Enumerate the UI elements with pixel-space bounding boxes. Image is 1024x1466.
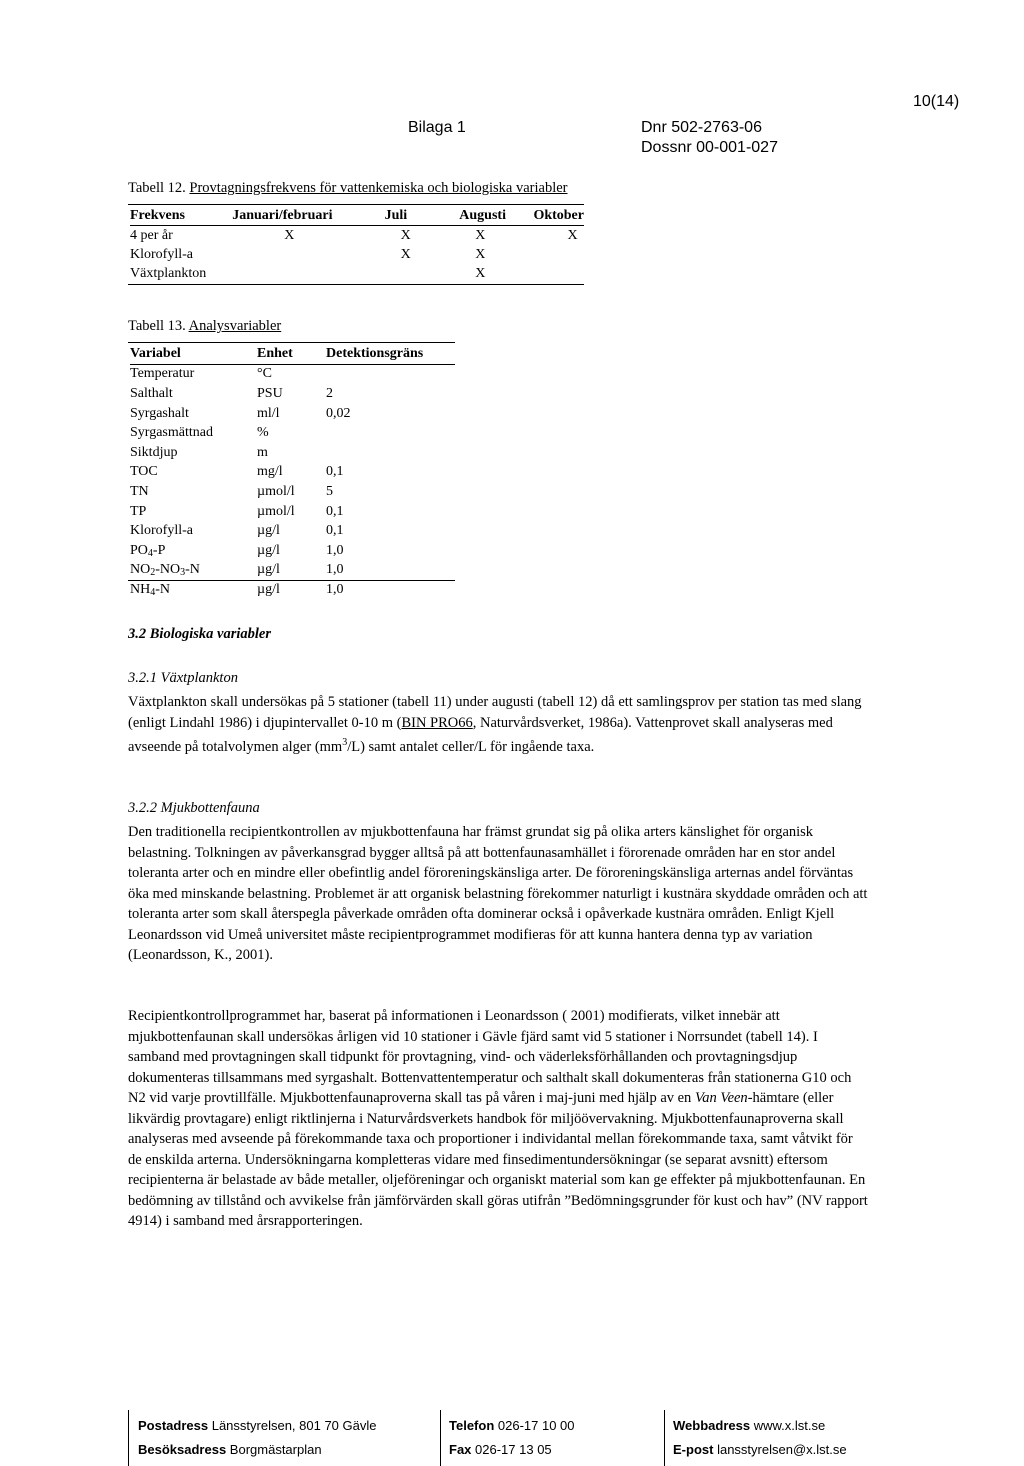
footer-value: 026-17 10 00	[497, 1418, 575, 1433]
footer-fax	[449, 1442, 552, 1457]
table12-col-header: Augusti	[459, 207, 506, 223]
annex-label: Bilaga 1	[408, 119, 466, 136]
table13-caption-text: Analysvariabler	[188, 318, 282, 334]
table-cell: PSU	[257, 385, 283, 401]
table13-header-row	[130, 344, 455, 364]
table-row	[130, 463, 455, 483]
table-cell: 5	[326, 483, 333, 499]
table-cell: m	[257, 444, 268, 460]
table-cell: X	[284, 227, 295, 243]
footer-value: 026-17 13 05	[475, 1442, 552, 1457]
table-cell: Klorofyll-a	[130, 523, 193, 539]
table-cell: 0,1	[326, 523, 344, 539]
table12-caption	[128, 180, 568, 197]
table-cell: ml/l	[257, 405, 280, 421]
table-cell: %	[257, 425, 269, 441]
table-cell: X	[567, 227, 578, 243]
paragraph-recipientkontroll	[128, 1006, 868, 1232]
table-cell: $NO_2-NO_3-N$	[130, 562, 200, 579]
table-cell: 0,1	[326, 503, 344, 519]
table-row	[130, 404, 455, 424]
footer-divider	[664, 1410, 665, 1466]
table-cell: µg/l	[257, 523, 280, 539]
footer-value: lansstyrelsen@x.lst.se	[717, 1442, 847, 1457]
table12-col-header: Oktober	[533, 207, 584, 223]
table12-col-header: Juli	[384, 207, 408, 223]
table-cell: µg/l	[257, 581, 280, 597]
table-cell: X	[400, 246, 411, 262]
table-cell: 4 per år	[130, 227, 173, 243]
table-row	[130, 245, 584, 264]
footer-value: Borgmästarplan	[229, 1442, 322, 1457]
table-cell: 1,0	[326, 562, 344, 578]
footer-value: www.x.lst.se	[753, 1418, 826, 1433]
footer-label: Besöksadress	[138, 1442, 227, 1457]
table-cell: mg/l	[257, 464, 283, 480]
table-cell: Temperatur	[130, 366, 195, 382]
footer-label: Webbadress	[673, 1418, 751, 1433]
footer-label: Postadress	[138, 1418, 209, 1433]
diary-number: Dnr 502-2763-06	[641, 119, 762, 136]
table-cell	[232, 245, 384, 264]
table-row	[130, 482, 455, 502]
table-cell: Salthalt	[130, 385, 173, 401]
table-cell	[232, 264, 384, 283]
table-cell: µmol/l	[257, 483, 295, 499]
footer-email	[673, 1442, 847, 1457]
table-row	[130, 364, 455, 384]
table12-bottom-rule	[128, 284, 584, 285]
paragraph-text: -hämtare (eller likvärdig provtagare) enligt riktlinjerna i Naturvårdsverkets handbok för miljöövervakning. Mjukbottenfaunaproverna skall analyseras med avseende på förekommande taxa och proportioner i individantal mellan förekommande taxa, samt våtvikt för de enskilda arterna. Undersökningarna kompletteras vidare med finsedimentundersökningar (se separat avsnitt) eftersom recipienterna är belastade av både metaller, oljeföreningar och organiskt material som kan ge effekter på mjukbottenfaunan. En bedömning av tillstånd och avvikelse från jämförvärden skall göras utifrån ”Bedömningsgrunder för kust och hav” (NV rapport 4914) i samband med årsrapporteringen.	[128, 1090, 868, 1230]
paragraph-text: , Naturvårdsverket, 1986a). Vattenprovet skall analyseras med avseende på totalvolymen alger (mm	[128, 714, 833, 756]
table-cell: Siktdjup	[130, 444, 178, 460]
footer-phone	[449, 1418, 575, 1433]
table-cell: $NH_4-N$	[130, 581, 171, 598]
table-cell	[326, 364, 455, 384]
table13-caption	[128, 318, 281, 335]
table-cell: $PO_4-P$	[130, 542, 166, 559]
section-heading-3-2: 3.2 Biologiska variabler	[128, 626, 271, 642]
footer-value: Länsstyrelsen, 801 70 Gävle	[211, 1418, 377, 1433]
table-cell: Syrgashalt	[130, 405, 189, 421]
table13-caption-prefix: Tabell 13.	[128, 318, 189, 334]
footer-label: Fax	[449, 1442, 472, 1457]
table12-header-row	[130, 206, 584, 226]
footer-divider	[128, 1410, 129, 1466]
table12-caption-prefix: Tabell 12.	[128, 180, 190, 196]
table-row	[130, 384, 455, 404]
paragraph-mjukbottenfauna: Den traditionella recipientkontrollen av mjukbottenfauna har främst grundat sig på olika arters känslighet för organisk belastning. Tolkningen av påverkansgrad bygger alltså på att bottenfaunasamhället i förorenade områden har en stor andel toleranta arter och en mindre eller obefintlig andel föroreningskänsliga arter. De föroreningskänsliga arternas andel förväntas öka med minskande belastning. Problemet är att organisk belastning förekommer naturligt i kustnära skyddade områden och att toleranta arter som skall återspegla påverkade områden ofta dominerar också i opåverkade kustnära områden. Enligt Kjell Leonardsson vid Umeå universitet måste recipientprogrammet modifieras för att kunna hantera denna typ av variation (Leonardsson, K., 2001).	[128, 824, 868, 964]
footer-postal-address	[138, 1418, 377, 1433]
table-cell	[326, 443, 455, 463]
table-cell: X	[475, 246, 486, 262]
table12-col-header: Januari/februari	[232, 207, 333, 223]
table13-bottom-rule	[128, 580, 455, 581]
table13-col-header: Variabel	[130, 345, 181, 361]
paragraph-text: Växtplankton skall undersökas på 5 stationer (tabell 11) under augusti (tabell 12) då ett samlingsprov per station tas med slang (enligt Lindahl 1986) i djupintervallet 0-10 m (	[128, 694, 862, 731]
reference-link: BIN PRO66	[401, 714, 473, 731]
footer-visit-address	[138, 1442, 322, 1457]
table-cell: µg/l	[257, 562, 280, 578]
table-cell: TOC	[130, 464, 158, 480]
table-row	[130, 561, 455, 581]
table-cell: Växtplankton	[130, 265, 207, 281]
table-row	[130, 541, 455, 561]
table-cell: TP	[130, 503, 147, 519]
table-cell	[533, 245, 584, 264]
table-cell	[385, 264, 460, 283]
table13-col-header: Detektionsgräns	[326, 345, 424, 361]
table12-top-rule	[128, 204, 584, 205]
table13-top-rule	[128, 342, 455, 343]
paragraph-text: Recipientkontrollprogrammet har, baserat på informationen i Leonardsson ( 2001) modifierats, vilket innebär att mjukbottenfaunan skall undersökas årligen vid 10 stationer i Gävle fjärd samt vid 5 stationer i Norrsundet (tabell 14). I samband med provtagningen skall tidpunkt för provtagning, vind- och väderleksförhållanden och provtagningsdjup dokumenteras tillsammans med syrgashalt. Bottenvattentemperatur och salthalt skall dokumenteras från stationerna G10 och N2 vid varje provtillfälle. Mjukbottenfaunaproverna skall tas på våren i maj-juni med hjälp av en	[128, 1008, 852, 1107]
footer-divider	[440, 1410, 441, 1466]
table-row	[130, 443, 455, 463]
table-cell: TN	[130, 483, 149, 499]
table12-col-header: Frekvens	[130, 207, 185, 223]
table-cell: 1,0	[326, 581, 344, 597]
table12	[130, 206, 584, 283]
table-row	[130, 502, 455, 522]
table-cell: 0,02	[326, 405, 351, 421]
table-row	[130, 423, 455, 443]
table-row	[130, 264, 584, 283]
table-row	[130, 580, 455, 600]
table-cell: 1,0	[326, 542, 344, 558]
paragraph-italic: Van Veen	[694, 1090, 748, 1107]
footer-label: E-post	[673, 1442, 714, 1457]
table13-col-header: Enhet	[257, 345, 293, 361]
footer-label: Telefon	[449, 1418, 495, 1433]
table-cell: X	[475, 227, 486, 243]
table-cell: °C	[257, 366, 272, 382]
paragraph-text: /L) samt antalet celler/L för ingående taxa.	[347, 739, 595, 756]
table-row	[130, 521, 455, 541]
table-cell: Klorofyll-a	[130, 246, 193, 262]
dossier-number: Dossnr 00-001-027	[641, 139, 778, 156]
section-heading-3-2-2: 3.2.2 Mjukbottenfauna	[128, 800, 260, 816]
table-cell: µmol/l	[257, 503, 295, 519]
table-cell: X	[400, 227, 411, 243]
table-cell: 0,1	[326, 464, 344, 480]
superscript: 3	[342, 737, 348, 749]
footer-website	[673, 1418, 825, 1433]
table12-caption-text: Provtagningsfrekvens för vattenkemiska och biologiska variabler	[189, 180, 568, 196]
table-cell: X	[475, 265, 486, 281]
table-cell: µg/l	[257, 542, 280, 558]
table-cell: 2	[326, 385, 333, 401]
table-row	[130, 226, 584, 246]
table-cell: Syrgasmättnad	[130, 425, 213, 441]
section-heading-3-2-1: 3.2.1 Växtplankton	[128, 670, 238, 686]
paragraph-vaxtplankton	[128, 692, 868, 758]
table-cell	[533, 264, 584, 283]
table13	[130, 344, 455, 600]
table-cell	[326, 423, 455, 443]
page-number: 10(14)	[913, 93, 960, 110]
